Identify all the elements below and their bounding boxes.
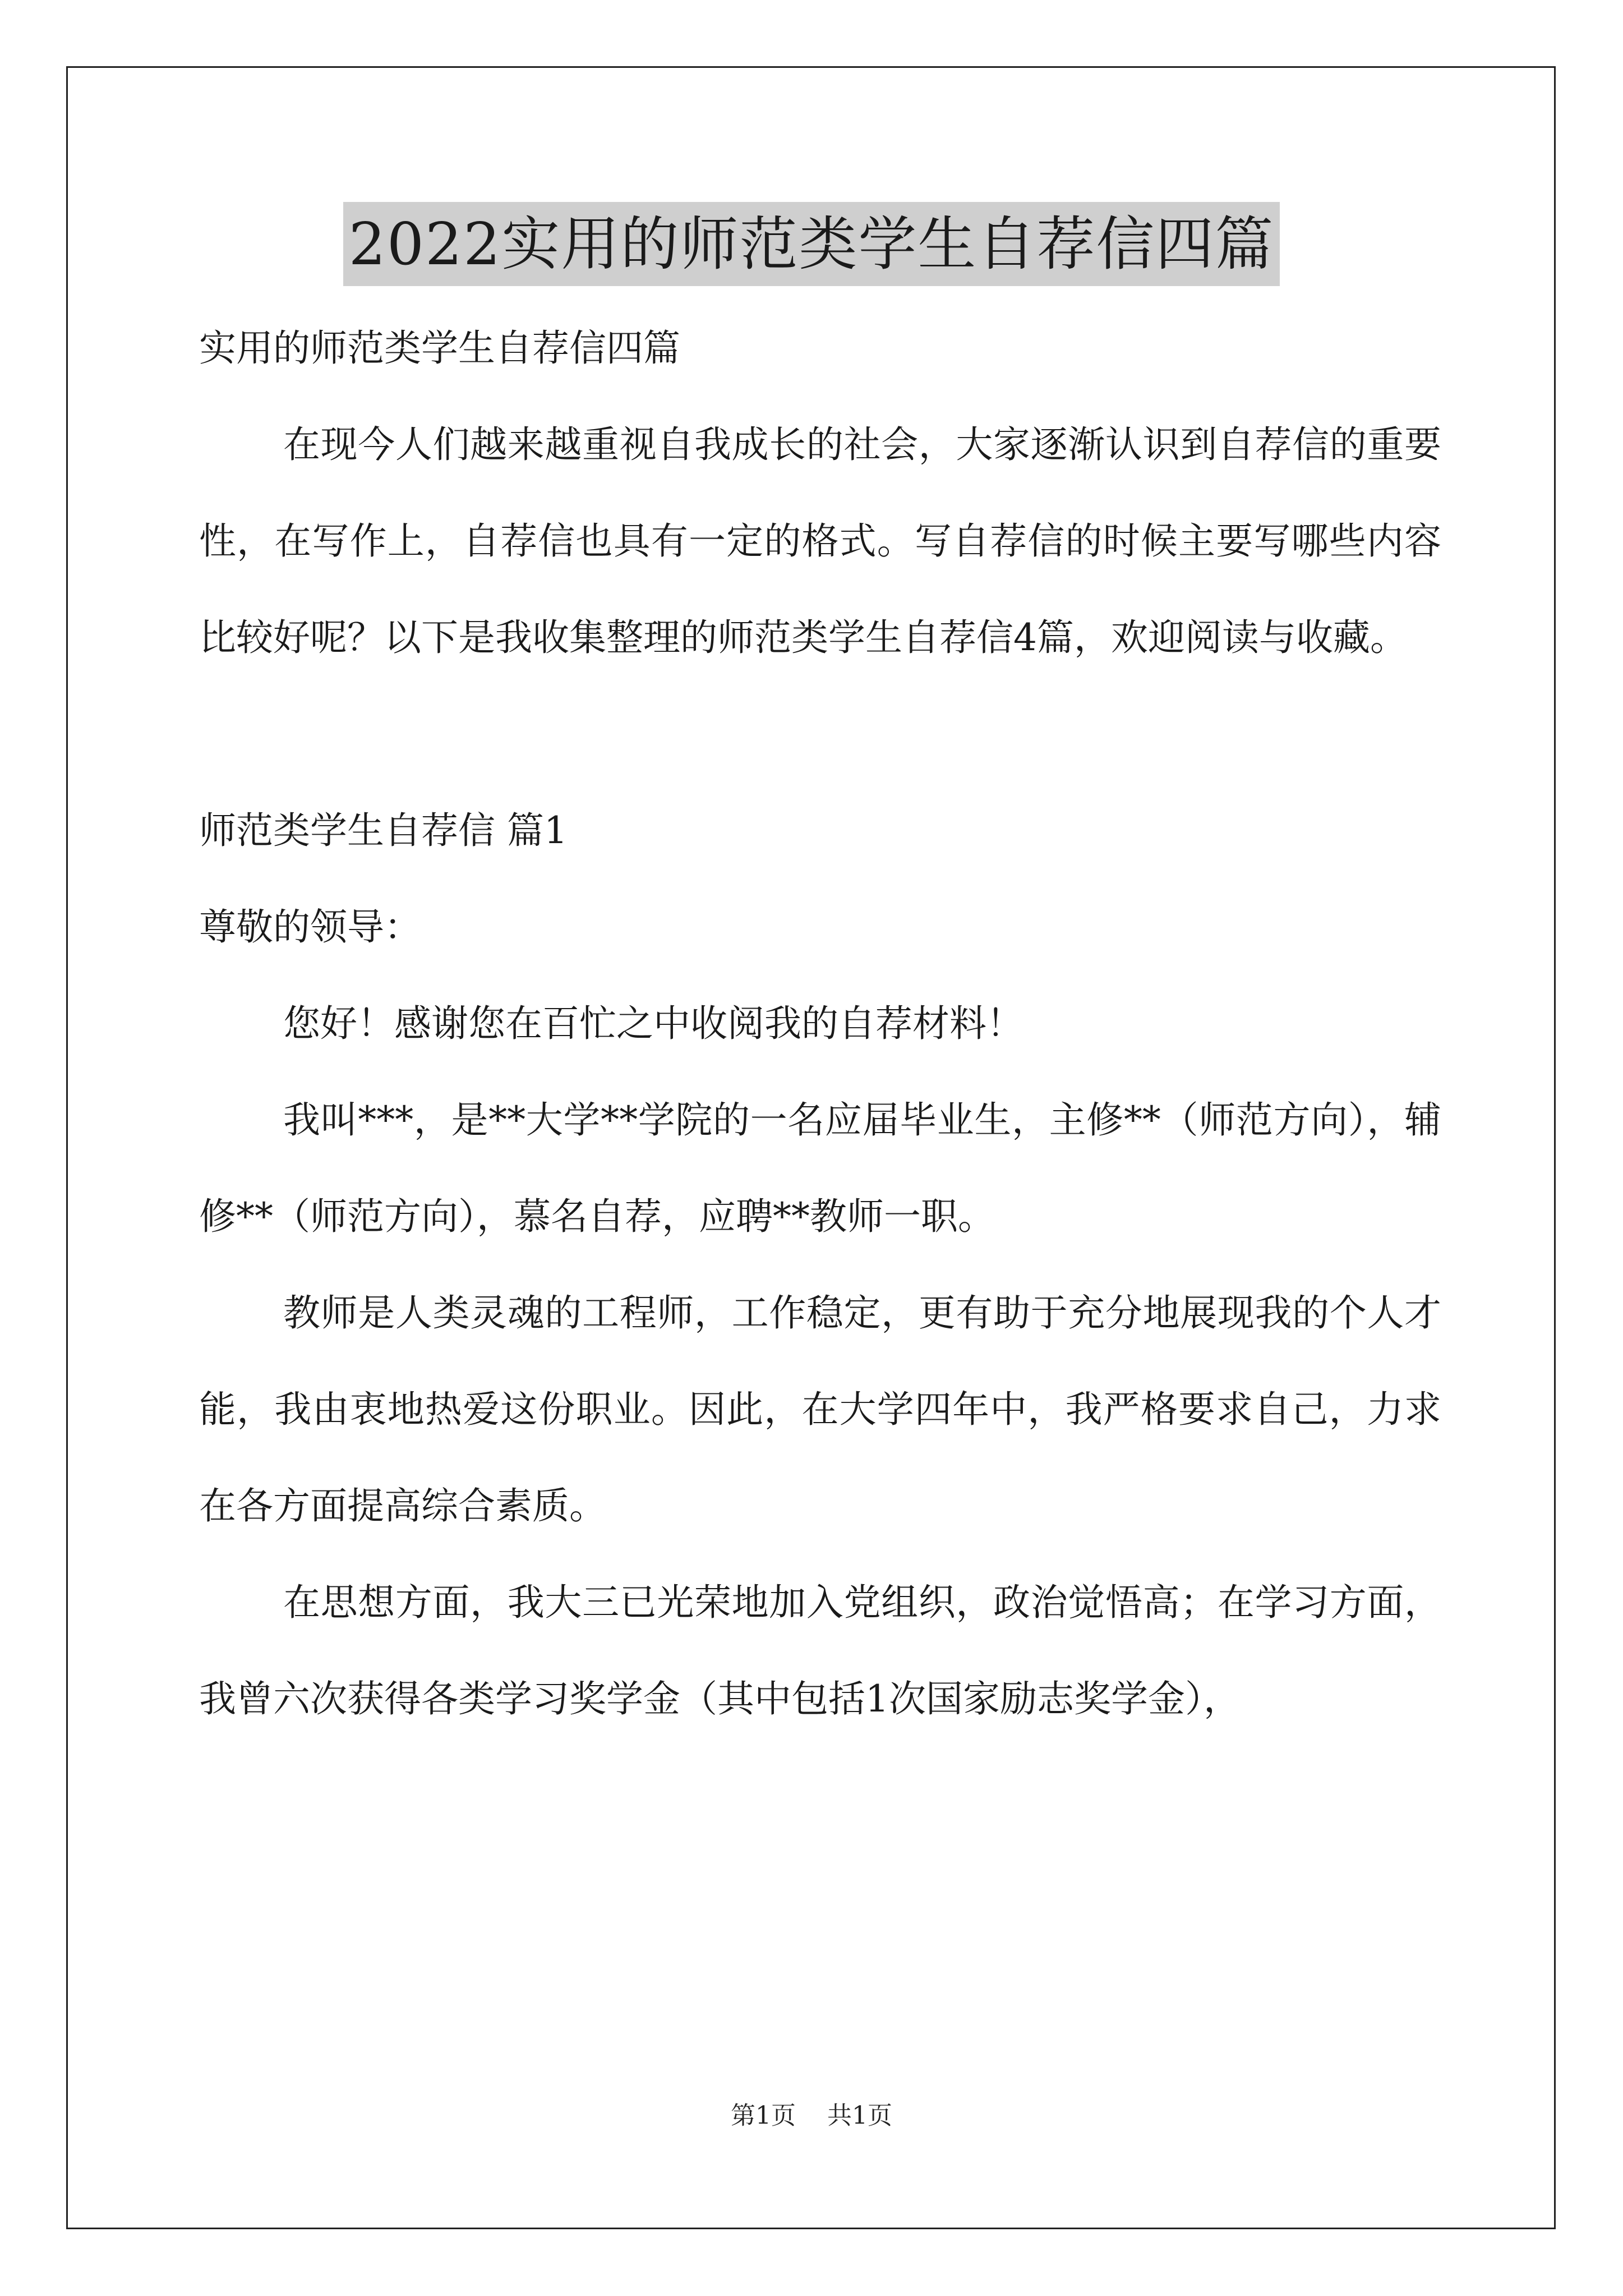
- paragraph: 教师是人类灵魂的工程师，工作稳定，更有助于充分地展现我的个人才能，我由衷地热爱这份职业。因此，在大学四年中，我严格要求自己，力求在各方面提高综合素质。: [199, 1291, 1441, 1527]
- paragraph: 在思想方面，我大三已光荣地加入党组织，政治觉悟高；在学习方面，我曾六次获得各类学习奖学金（其中包括1次国家励志奖学金），: [199, 1581, 1441, 1720]
- paragraph: 我叫***，是**大学**学院的一名应届毕业生，主修**（师范方向），辅修**（师范方向），慕名自荐，应聘**教师一职。: [199, 1098, 1441, 1238]
- paragraph: 在现今人们越来越重视自我成长的社会，大家逐渐认识到自荐信的重要性，在写作上，自荐信也具有一定的格式。写自荐信的时候主要写哪些内容比较好呢？以下是我收集整理的师范类学生自荐信4篇，欢迎阅读与收藏。: [199, 423, 1441, 659]
- paragraph: 尊敬的领导：: [199, 905, 421, 949]
- paragraph: 您好！感谢您在百忙之中收阅我的自荐材料！: [283, 1002, 1023, 1045]
- document-body: [199, 300, 1441, 1747]
- paragraph: 师范类学生自荐信 篇1: [199, 809, 568, 852]
- paragraph: 实用的师范类学生自荐信四篇: [199, 326, 680, 370]
- page-footer: 第1页 共1页: [731, 2101, 892, 2130]
- document-title: 2022实用的师范类学生自荐信四篇: [343, 202, 1280, 286]
- title-wrap: [0, 202, 1623, 286]
